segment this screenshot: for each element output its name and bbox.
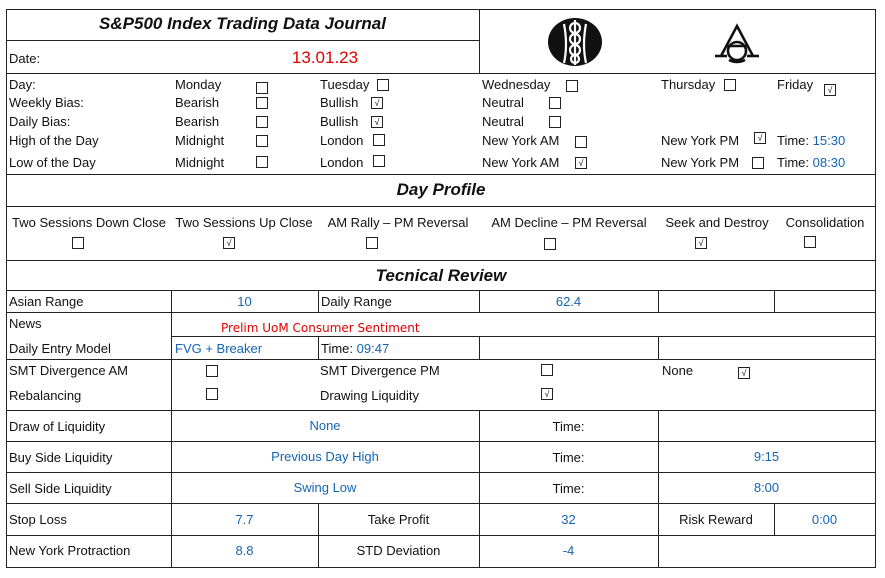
none-label: None — [662, 363, 694, 378]
day-tuesday-checkbox[interactable] — [377, 79, 389, 91]
stop-loss-value[interactable]: 7.7 — [235, 512, 254, 527]
asian-range-label: Asian Range — [9, 294, 84, 309]
sell-side-time-label: Time: — [552, 481, 585, 496]
high-time-value[interactable]: 15:30 — [812, 133, 846, 148]
entry-model-label: Daily Entry Model — [9, 341, 111, 356]
day-friday-label: Friday — [777, 77, 814, 92]
buy-side-liquidity-value[interactable]: Previous Day High — [271, 449, 379, 464]
daily-bias-label: Daily Bias: — [9, 114, 71, 129]
page-title: S&P500 Index Trading Data Journal — [99, 14, 386, 33]
low-time: Time: 08:30 — [777, 155, 846, 170]
weekly-neutral-label: Neutral — [482, 95, 524, 110]
daily-bearish-checkbox[interactable] — [256, 116, 268, 128]
high-ny-pm-checkbox[interactable]: √ — [754, 132, 766, 144]
entry-time-value[interactable]: 09:47 — [356, 341, 390, 356]
daily-range-label: Daily Range — [321, 294, 392, 309]
entry-time: Time: 09:47 — [321, 341, 390, 356]
day-label: Day: — [9, 77, 36, 92]
weekly-neutral-checkbox[interactable] — [549, 97, 561, 109]
take-profit-label: Take Profit — [367, 512, 430, 527]
draw-liquidity-time-label: Time: — [552, 419, 585, 434]
day-monday-label: Monday — [175, 77, 222, 92]
day-tuesday-label: Tuesday — [320, 77, 370, 92]
low-ny-pm-label: New York PM — [661, 155, 740, 170]
entry-model-value[interactable]: FVG + Breaker — [175, 341, 263, 356]
profile-option-label: Two Sessions Down Close — [12, 215, 166, 230]
low-midnight-checkbox[interactable] — [256, 156, 268, 168]
high-london-label: London — [320, 133, 364, 148]
day-thursday-label: Thursday — [661, 77, 716, 92]
high-midnight-label: Midnight — [175, 133, 225, 148]
buy-side-time[interactable]: 9:15 — [753, 449, 780, 464]
profile-option-label: Consolidation — [785, 215, 865, 230]
low-ny-pm-checkbox[interactable] — [752, 157, 764, 169]
ny-protraction-label: New York Protraction — [9, 543, 131, 558]
weekly-bullish-checkbox[interactable]: √ — [371, 97, 383, 109]
profile-option-checkbox[interactable] — [72, 237, 84, 249]
none-checkbox[interactable]: √ — [738, 367, 750, 379]
sell-side-time[interactable]: 8:00 — [753, 480, 780, 495]
high-ny-am-label: New York AM — [482, 133, 560, 148]
smt-am-checkbox[interactable] — [206, 365, 218, 377]
daily-bullish-checkbox[interactable]: √ — [371, 116, 383, 128]
high-of-day-label: High of the Day — [9, 133, 99, 148]
low-midnight-label: Midnight — [175, 155, 225, 170]
std-deviation-label: STD Deviation — [356, 543, 441, 558]
weekly-bearish-checkbox[interactable] — [256, 97, 268, 109]
day-wednesday-label: Wednesday — [482, 77, 551, 92]
profile-option-label: Seek and Destroy — [665, 215, 769, 230]
day-monday-checkbox[interactable] — [256, 82, 268, 94]
smt-am-label: SMT Divergence AM — [9, 363, 128, 378]
daily-range-value[interactable]: 62.4 — [555, 294, 582, 309]
low-ny-am-label: New York AM — [482, 155, 560, 170]
high-ny-am-checkbox[interactable] — [575, 136, 587, 148]
daily-neutral-checkbox[interactable] — [549, 116, 561, 128]
weekly-bearish-label: Bearish — [175, 95, 220, 110]
ny-protraction-value[interactable]: 8.8 — [235, 543, 254, 558]
std-deviation-value[interactable]: -4 — [562, 543, 575, 558]
profile-option-label: Two Sessions Up Close — [175, 215, 313, 230]
smt-pm-label: SMT Divergence PM — [320, 363, 440, 378]
sell-side-liquidity-value[interactable]: Swing Low — [293, 480, 357, 495]
high-midnight-checkbox[interactable] — [256, 135, 268, 147]
risk-reward-value[interactable]: 0:00 — [811, 512, 838, 527]
profile-option-checkbox[interactable] — [544, 238, 556, 250]
news-value[interactable]: Prelim UoM Consumer Sentiment — [221, 321, 420, 335]
draw-liquidity-value[interactable]: None — [309, 418, 341, 433]
daily-neutral-label: Neutral — [482, 114, 524, 129]
drawing-liquidity-label: Drawing Liquidity — [320, 388, 419, 403]
news-label: News — [9, 316, 42, 331]
high-london-checkbox[interactable] — [373, 134, 385, 146]
date-label: Date: — [9, 51, 41, 66]
caduceus-logo-icon — [546, 15, 604, 67]
day-thursday-checkbox[interactable] — [724, 79, 736, 91]
profile-option-label: AM Decline – PM Reversal — [491, 215, 647, 230]
sell-side-liquidity-label: Sell Side Liquidity — [9, 481, 112, 496]
buy-side-time-label: Time: — [552, 450, 585, 465]
low-ny-am-checkbox[interactable]: √ — [575, 157, 587, 169]
date-value[interactable]: 13.01.23 — [291, 48, 359, 67]
low-london-label: London — [320, 155, 364, 170]
low-london-checkbox[interactable] — [373, 155, 385, 167]
alchemy-a-logo-icon — [711, 20, 763, 64]
take-profit-value[interactable]: 32 — [561, 512, 576, 527]
low-time-value[interactable]: 08:30 — [812, 155, 846, 170]
profile-option-checkbox[interactable]: √ — [695, 237, 707, 249]
profile-option-label: AM Rally – PM Reversal — [327, 215, 469, 230]
weekly-bullish-label: Bullish — [320, 95, 359, 110]
rebalancing-checkbox[interactable] — [206, 388, 218, 400]
stop-loss-label: Stop Loss — [9, 512, 67, 527]
profile-option-checkbox[interactable] — [804, 236, 816, 248]
asian-range-value[interactable]: 10 — [237, 294, 252, 309]
profile-option-checkbox[interactable]: √ — [223, 237, 235, 249]
day-profile-title: Day Profile — [396, 180, 486, 199]
high-time: Time: 15:30 — [777, 133, 846, 148]
rebalancing-label: Rebalancing — [9, 388, 82, 403]
weekly-bias-label: Weekly Bias: — [9, 95, 84, 110]
smt-pm-checkbox[interactable] — [541, 364, 553, 376]
day-friday-checkbox[interactable]: √ — [824, 84, 836, 96]
high-ny-pm-label: New York PM — [661, 133, 740, 148]
daily-bullish-label: Bullish — [320, 114, 359, 129]
low-of-day-label: Low of the Day — [9, 155, 96, 170]
profile-option-checkbox[interactable] — [366, 237, 378, 249]
draw-liquidity-label: Draw of Liquidity — [9, 419, 106, 434]
daily-bearish-label: Bearish — [175, 114, 220, 129]
risk-reward-label: Risk Reward — [679, 512, 753, 527]
technical-review-title: Tecnical Review — [375, 266, 507, 285]
buy-side-liquidity-label: Buy Side Liquidity — [9, 450, 113, 465]
drawing-liquidity-checkbox[interactable]: √ — [541, 388, 553, 400]
day-wednesday-checkbox[interactable] — [566, 80, 578, 92]
